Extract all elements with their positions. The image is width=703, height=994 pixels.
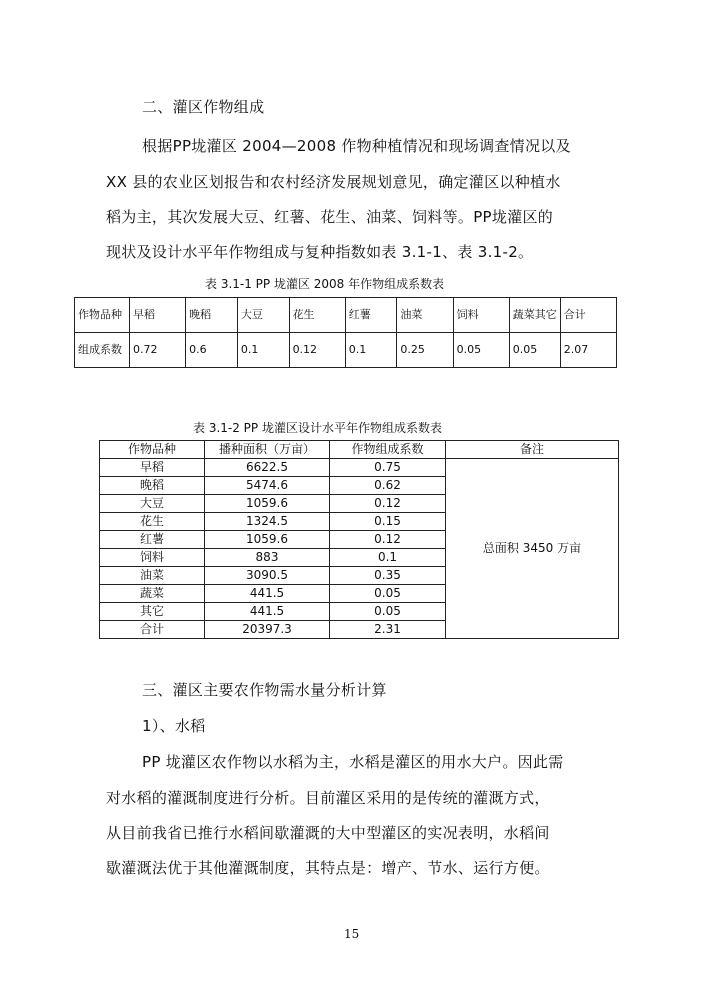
crop-name: 其它 bbox=[100, 603, 205, 621]
sown-area: 20397.3 bbox=[205, 621, 330, 639]
table1-cell: 0.1 bbox=[345, 333, 397, 368]
table2-header: 备注 bbox=[446, 441, 619, 459]
composition-coefficient: 0.62 bbox=[330, 477, 446, 495]
table1-row-crops bbox=[75, 298, 617, 333]
composition-coefficient: 0.12 bbox=[330, 531, 446, 549]
sown-area: 3090.5 bbox=[205, 567, 330, 585]
section2-line-4: 现状及设计水平年作物组成与复种指数如表 3.1-1、表 3.1-2。 bbox=[106, 243, 534, 261]
composition-coefficient: 0.05 bbox=[330, 603, 446, 621]
sown-area: 441.5 bbox=[205, 603, 330, 621]
table1-cell: 0.25 bbox=[397, 333, 453, 368]
table1-cell: 大豆 bbox=[237, 298, 289, 333]
table1-cell: 合计 bbox=[560, 298, 616, 333]
sown-area: 441.5 bbox=[205, 585, 330, 603]
sown-area: 1059.6 bbox=[205, 531, 330, 549]
table1 bbox=[74, 297, 617, 368]
crop-name: 合计 bbox=[100, 621, 205, 639]
sown-area: 883 bbox=[205, 549, 330, 567]
page-number: 15 bbox=[344, 927, 360, 941]
sown-area: 5474.6 bbox=[205, 477, 330, 495]
table2-note: 总面积 3450 万亩 bbox=[446, 459, 619, 639]
table1-cell: 花生 bbox=[289, 298, 345, 333]
table2-caption: 表 3.1-2 PP 垅灌区设计水平年作物组成系数表 bbox=[193, 421, 442, 435]
table1-cell: 0.05 bbox=[509, 333, 560, 368]
composition-coefficient: 0.75 bbox=[330, 459, 446, 477]
crop-name: 油菜 bbox=[100, 567, 205, 585]
table1-cell: 0.12 bbox=[289, 333, 345, 368]
section2-line-2: XX 县的农业区划报告和农村经济发展规划意见，确定灌区以种植水 bbox=[106, 173, 561, 191]
sown-area: 1324.5 bbox=[205, 513, 330, 531]
section3-heading: 三、灌区主要农作物需水量分析计算 bbox=[142, 681, 387, 699]
table2-header: 作物组成系数 bbox=[330, 441, 446, 459]
crop-name: 饲料 bbox=[100, 549, 205, 567]
table1-cell: 晚稻 bbox=[186, 298, 238, 333]
section3-line-1: PP 垅灌区农作物以水稻为主，水稻是灌区的用水大户。因此需 bbox=[142, 753, 564, 771]
table2-header: 作物品种 bbox=[100, 441, 205, 459]
composition-coefficient: 2.31 bbox=[330, 621, 446, 639]
composition-coefficient: 0.15 bbox=[330, 513, 446, 531]
table2 bbox=[99, 440, 619, 639]
table1-row-coefficients bbox=[75, 333, 617, 368]
composition-coefficient: 0.35 bbox=[330, 567, 446, 585]
crop-name: 红薯 bbox=[100, 531, 205, 549]
sown-area: 1059.6 bbox=[205, 495, 330, 513]
crop-name: 花生 bbox=[100, 513, 205, 531]
table1-cell: 饲料 bbox=[453, 298, 509, 333]
table1-row-header: 作物品种 bbox=[75, 298, 130, 333]
table1-cell: 0.6 bbox=[186, 333, 238, 368]
crop-name: 大豆 bbox=[100, 495, 205, 513]
section2-heading: 二、灌区作物组成 bbox=[142, 98, 265, 116]
section2-line-3: 稻为主，其次发展大豆、红薯、花生、油菜、饲料等。PP垅灌区的 bbox=[106, 208, 554, 226]
crop-name: 蔬菜 bbox=[100, 585, 205, 603]
composition-coefficient: 0.12 bbox=[330, 495, 446, 513]
table1-cell: 红薯 bbox=[345, 298, 397, 333]
section3-line-2: 对水稻的灌溉制度进行分析。目前灌区采用的是传统的灌溉方式， bbox=[106, 789, 550, 807]
table2-header-row bbox=[100, 441, 619, 459]
table1-cell: 蔬菜其它 bbox=[509, 298, 560, 333]
table1-caption: 表 3.1-1 PP 垅灌区 2008 年作物组成系数表 bbox=[205, 277, 445, 291]
composition-coefficient: 0.05 bbox=[330, 585, 446, 603]
table2-header: 播种面积（万亩） bbox=[205, 441, 330, 459]
table1-cell: 0.72 bbox=[130, 333, 186, 368]
table1-cell: 2.07 bbox=[560, 333, 616, 368]
section3-line-3: 从目前我省已推行水稻间歇灌溉的大中型灌区的实况表明，水稻间 bbox=[106, 824, 550, 842]
section2-line-1: 根据PP垅灌区 2004—2008 作物种植情况和现场调查情况以及 bbox=[142, 137, 571, 155]
crop-name: 晚稻 bbox=[100, 477, 205, 495]
table1-cell: 早稻 bbox=[130, 298, 186, 333]
composition-coefficient: 0.1 bbox=[330, 549, 446, 567]
table-row bbox=[100, 459, 619, 477]
table1-cell: 油菜 bbox=[397, 298, 453, 333]
section3-subheading: 1）、水稻 bbox=[142, 717, 206, 735]
table1-cell: 0.05 bbox=[453, 333, 509, 368]
crop-name: 早稻 bbox=[100, 459, 205, 477]
sown-area: 6622.5 bbox=[205, 459, 330, 477]
section3-line-4: 歇灌溉法优于其他灌溉制度，其特点是：增产、节水、运行方便。 bbox=[106, 859, 550, 877]
table1-row-header: 组成系数 bbox=[75, 333, 130, 368]
table1-cell: 0.1 bbox=[237, 333, 289, 368]
